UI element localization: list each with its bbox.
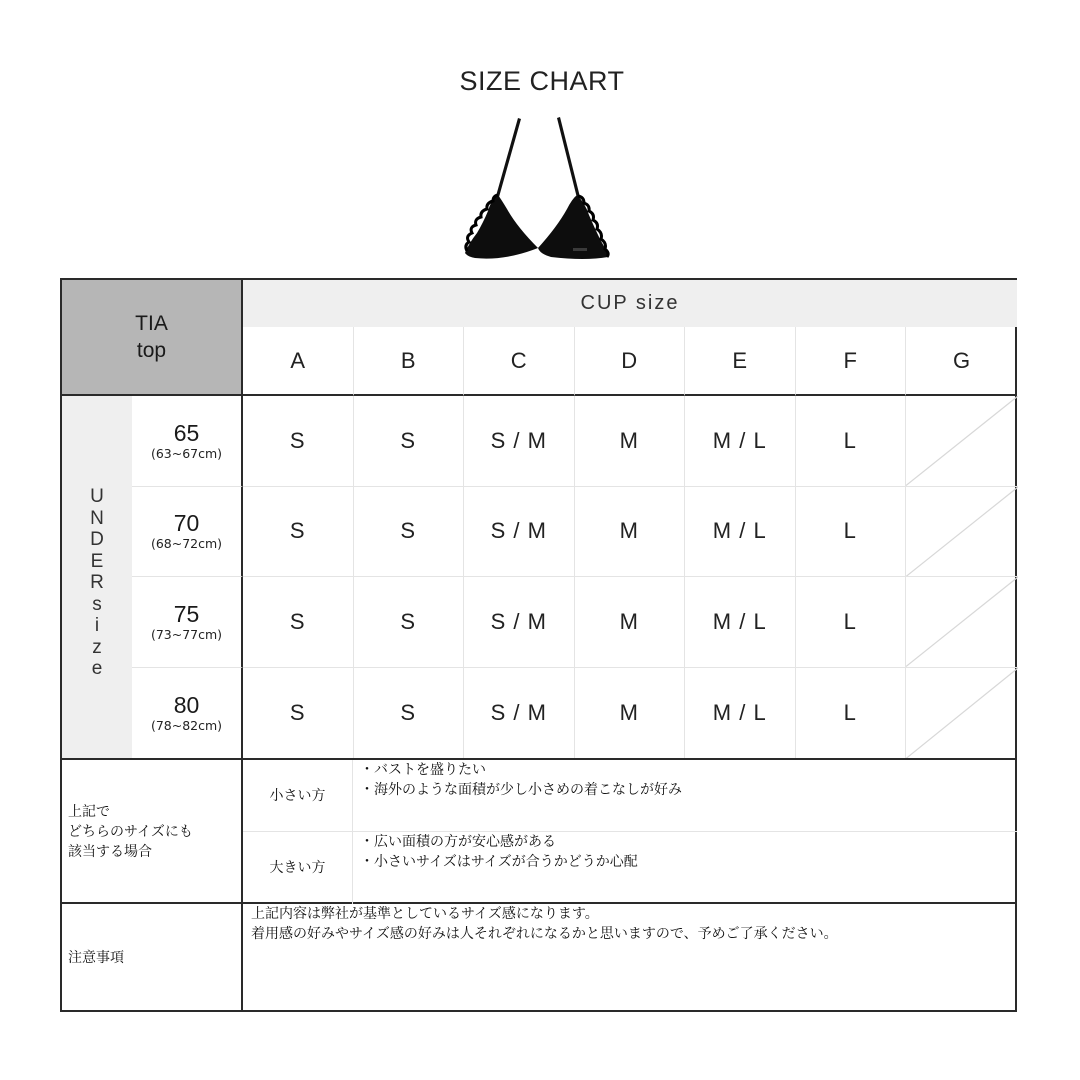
size-cell: S — [243, 577, 354, 668]
smaller-size-label: 小さい方 — [243, 760, 353, 832]
alternative-size-label: 上記で どちらのサイズにも 該当する場合 — [68, 804, 193, 860]
size-cell: L — [796, 577, 907, 668]
cup-header-f: F — [796, 327, 907, 396]
cup-header-e: E — [685, 327, 796, 396]
cup-header-b: B — [354, 327, 465, 396]
product-name-cell — [62, 280, 243, 396]
size-cell: S — [243, 396, 354, 487]
size-cell: M — [575, 577, 686, 668]
under-size-80: 80 (78~82cm) — [132, 668, 243, 759]
unavailable-cell — [906, 668, 1018, 759]
size-chart-table — [60, 278, 1017, 1012]
cup-size-header: CUP size — [243, 280, 1017, 327]
size-cell: L — [796, 487, 907, 578]
size-cell: S / M — [464, 396, 575, 487]
size-cell: S / M — [464, 668, 575, 759]
size-cell: M / L — [685, 668, 796, 759]
size-cell: M — [575, 396, 686, 487]
unavailable-cell — [906, 577, 1018, 668]
size-cell: L — [796, 396, 907, 487]
size-cell: S — [243, 487, 354, 578]
size-cell: S — [354, 487, 465, 578]
unavailable-cell — [906, 396, 1018, 487]
cup-header-g: G — [906, 327, 1017, 396]
size-cell: M / L — [685, 487, 796, 578]
size-cell: M / L — [685, 396, 796, 487]
size-cell: M — [575, 487, 686, 578]
size-cell: L — [796, 668, 907, 759]
size-cell: S — [243, 668, 354, 759]
cup-header-a: A — [243, 327, 354, 396]
caution-text: 上記内容は弊社が基準としているサイズ感になります。 着用感の好みやサイズ感の好みは人それぞれになるかと思いますので、予めご了承ください。 — [251, 906, 838, 942]
product-name-line2: top — [136, 339, 167, 362]
cup-header-c: C — [464, 327, 575, 396]
under-size-70: 70 (68~72cm) — [132, 487, 243, 578]
size-cell: S / M — [464, 487, 575, 578]
size-cell: M — [575, 668, 686, 759]
larger-size-description: ・広い面積の方が安心感がある ・小さいサイズはサイズが合うかどうか心配 — [360, 834, 638, 870]
under-size-label: U N D E R s i z e — [62, 396, 132, 758]
smaller-size-description: ・バストを盛りたい ・海外のような面積が少し小さめの着こなしが好み — [353, 760, 1017, 832]
size-cell: S — [354, 668, 465, 759]
size-cell: S / M — [464, 577, 575, 668]
bikini-top-icon — [455, 115, 615, 265]
size-cell: S — [354, 396, 465, 487]
under-size-75: 75 (73~77cm) — [132, 577, 243, 668]
page-title: SIZE CHART — [459, 66, 625, 96]
size-cell: S — [354, 577, 465, 668]
product-name-line1: TIA — [135, 312, 168, 335]
size-cell: M / L — [685, 577, 796, 668]
unavailable-cell — [906, 487, 1018, 578]
larger-size-label: 大きい方 — [243, 832, 353, 904]
cup-header-d: D — [575, 327, 686, 396]
under-size-65: 65 (63~67cm) — [132, 396, 243, 487]
caution-label: 注意事項 — [68, 950, 124, 966]
